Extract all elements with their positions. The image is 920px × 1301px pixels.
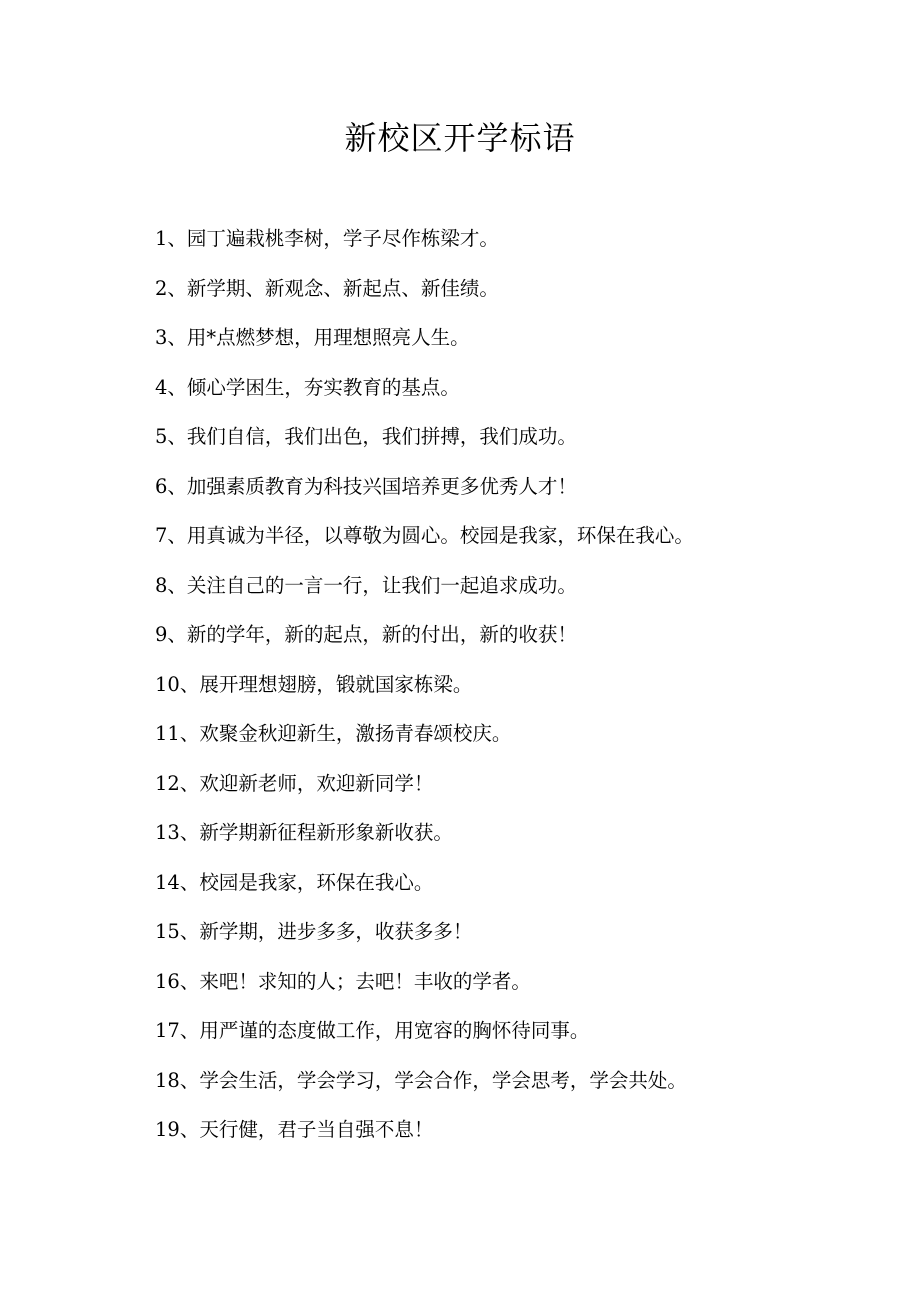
list-item: 13、新学期新征程新形象新收获。: [155, 821, 453, 844]
slogan-list: [155, 214, 905, 1155]
list-item: 8、关注自己的一言一行，让我们一起追求成功。: [155, 573, 577, 597]
list-item: 11、欢聚金秋迎新生，激扬青春颂校庆。: [155, 722, 512, 745]
list-item: 1、园丁遍栽桃李树，学子尽作栋梁才。: [155, 227, 499, 250]
list-item: 15、新学期，进步多多，收获多多！: [155, 920, 473, 943]
list-item: 2、新学期、新观念、新起点、新佳绩。: [155, 276, 499, 300]
list-item: 6、加强素质教育为科技兴国培养更多优秀人才！: [155, 474, 577, 498]
list-item: 9、新的学年，新的起点，新的付出，新的收获！: [155, 623, 577, 646]
list-item: 3、用*点燃梦想，用理想照亮人生。: [155, 326, 470, 349]
list-item: 16、来吧！求知的人；去吧！丰收的学者。: [155, 969, 531, 993]
list-item: 10、展开理想翅膀，锻就国家栋梁。: [155, 672, 473, 696]
list-item: 18、学会生活，学会学习，学会合作，学会思考，学会共处。: [155, 1068, 687, 1092]
list-item: 5、我们自信，我们出色，我们拼搏，我们成功。: [155, 425, 577, 448]
list-item: 4、倾心学困生，夯实教育的基点。: [155, 375, 460, 399]
list-item: 17、用严谨的态度做工作，用宽容的胸怀待同事。: [155, 1019, 590, 1042]
list-item: 14、校园是我家，环保在我心。: [155, 870, 434, 894]
list-item: 7、用真诚为半径，以尊敬为圆心。校园是我家，环保在我心。: [155, 524, 694, 547]
list-item: 12、欢迎新老师，欢迎新同学！: [155, 771, 434, 795]
list-item: 19、天行健，君子当自强不息！: [155, 1118, 434, 1141]
page-title: 新校区开学标语: [344, 119, 576, 157]
